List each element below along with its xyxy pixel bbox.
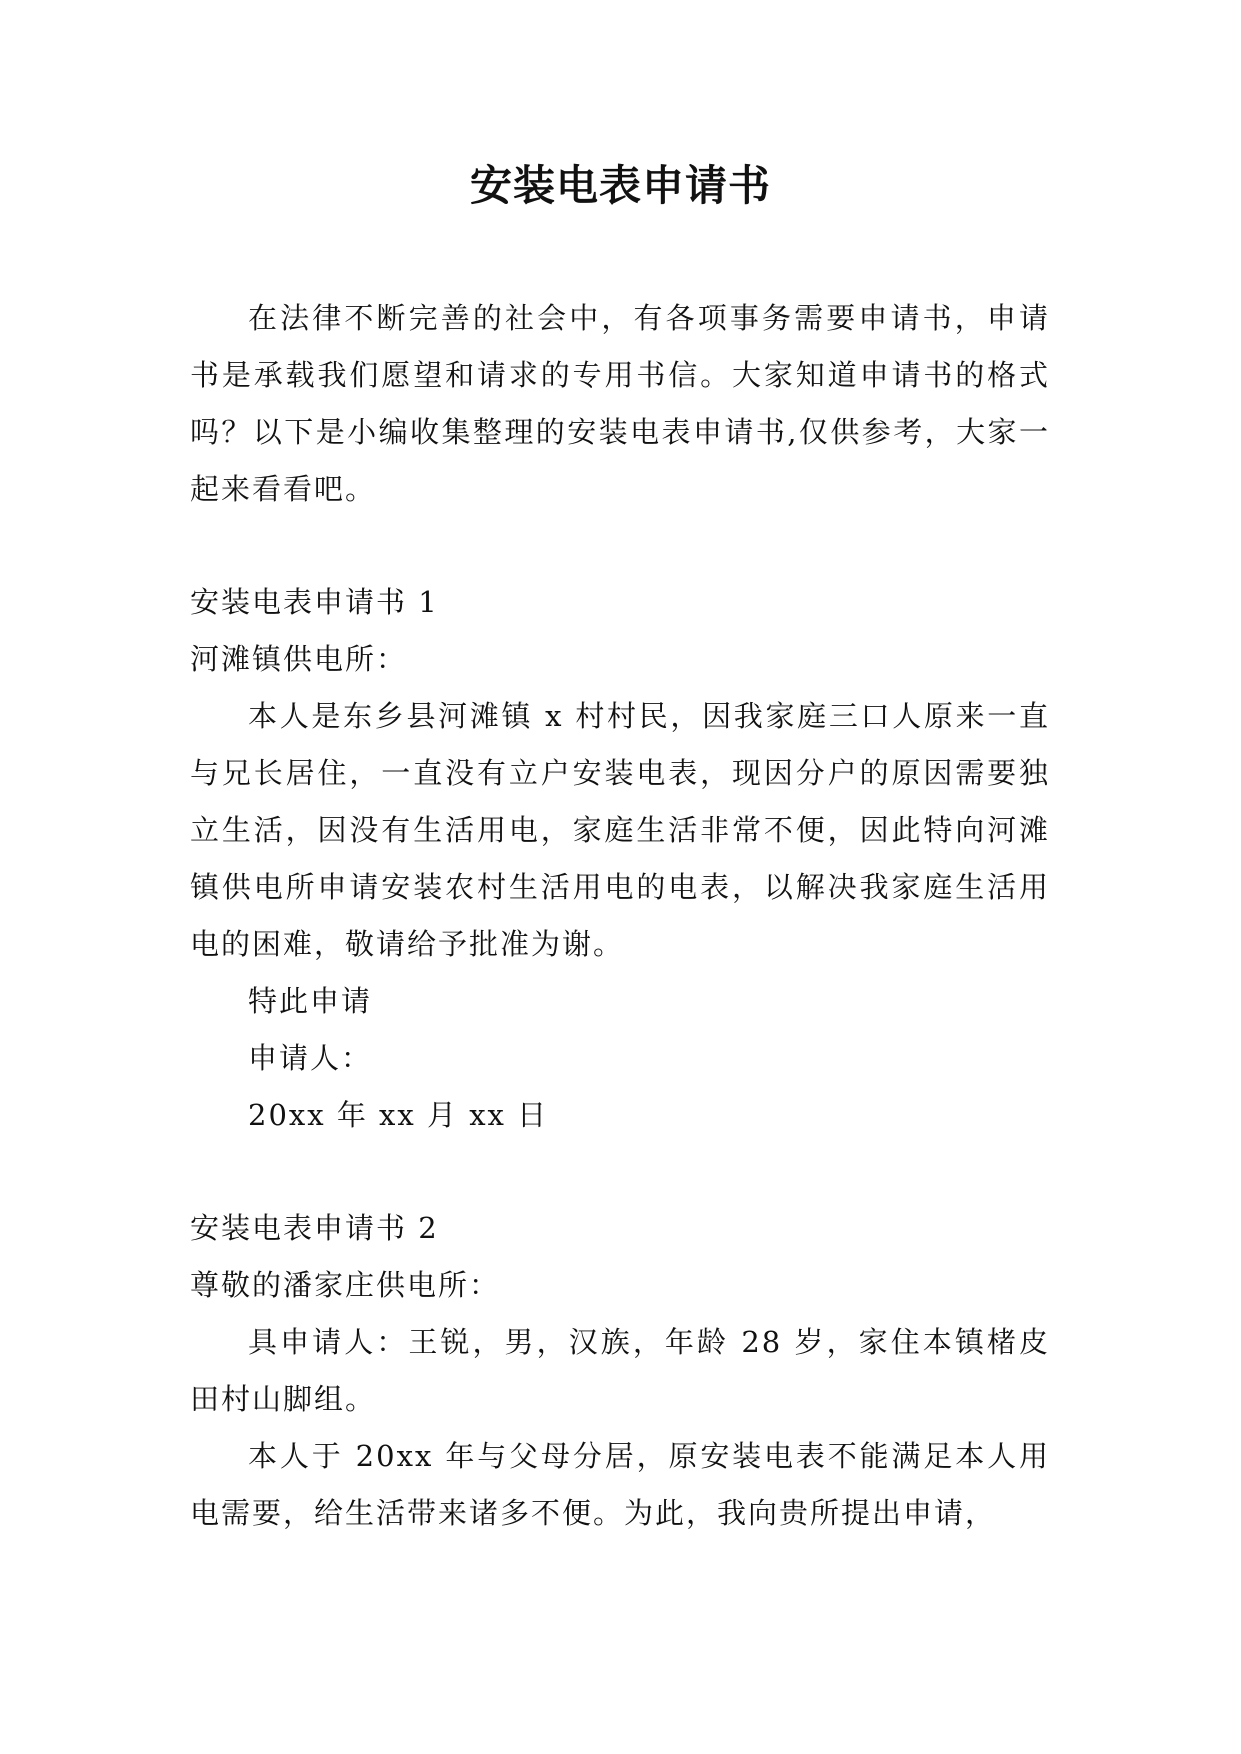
letter2-paragraph-1: 具申请人：王锐，男，汉族，年龄 28 岁，家住本镇楮皮田村山脚组。: [190, 1325, 1050, 1416]
letter2-paragraph-2: 本人于 20xx 年与父母分居，原安装电表不能满足本人用电需要，给生活带来诸多不便。为此，我向贵所提出申请，: [190, 1439, 1050, 1530]
letter2-heading: 安装电表申请书 2: [190, 1211, 439, 1245]
document-title: 安装电表申请书: [469, 161, 771, 210]
letter2-salutation: 尊敬的潘家庄供电所：: [190, 1268, 501, 1302]
letter1-closing: 特此申请: [248, 984, 373, 1018]
letter1-heading: 安装电表申请书 1: [190, 585, 439, 619]
letter1-body: 本人是东乡县河滩镇 x 村村民，因我家庭三口人原来一直与兄长居住，一直没有立户安装电表，现因分户的原因需要独立生活，因没有生活用电，家庭生活非常不便，因此特向河滩镇供电所申请安装农村生活用电的电表，以解决我家庭生活用电的困难，敬请给予批准为谢。: [190, 699, 1050, 961]
document-body: [190, 290, 1050, 1542]
letter1-date: 20xx 年 xx 月 xx 日: [248, 1098, 549, 1132]
intro-paragraph: 在法律不断完善的社会中，有各项事务需要申请书，申请书是承载我们愿望和请求的专用书信。大家知道申请书的格式吗？以下是小编收集整理的安装电表申请书,仅供参考，大家一起来看看吧。: [190, 301, 1050, 506]
letter1-applicant: 申请人：: [248, 1041, 373, 1075]
letter1-salutation: 河滩镇供电所：: [190, 642, 408, 676]
